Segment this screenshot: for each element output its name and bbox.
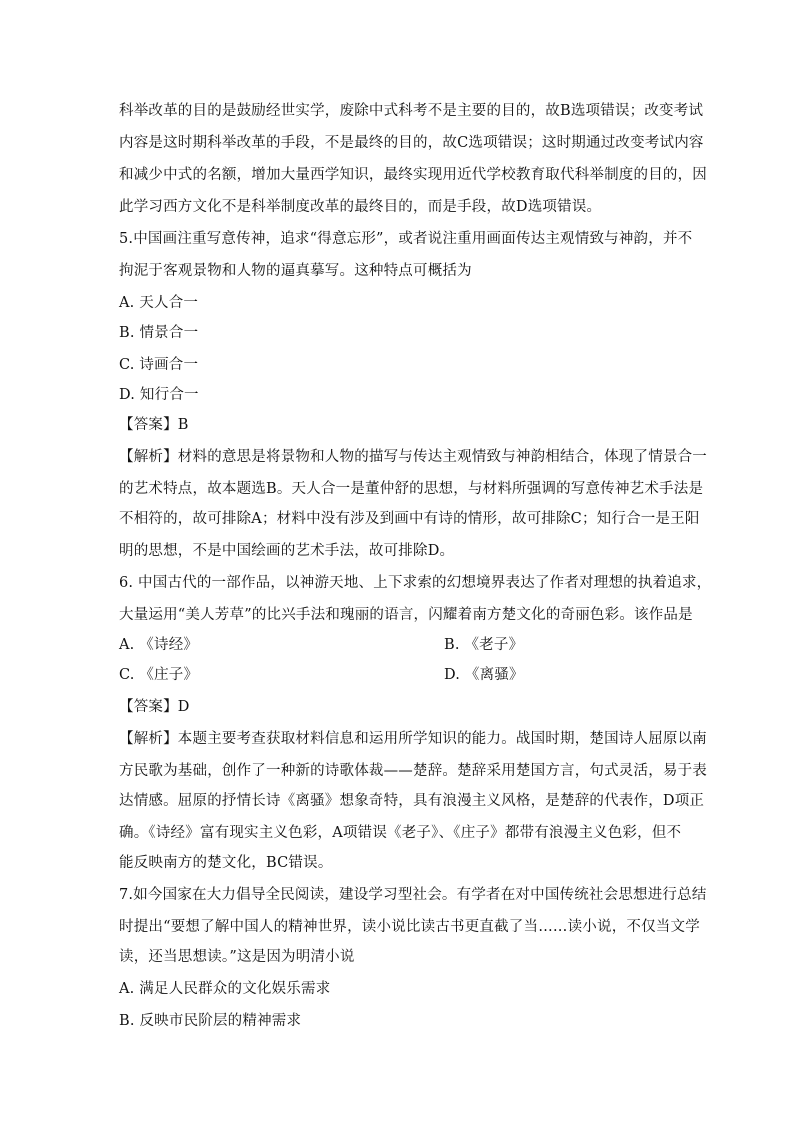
q5-stem-line: 5.中国画注重写意传神，追求“得意忘形”，或者说注重用画面传达主观情致与神韵，并不	[119, 231, 693, 247]
q6-answer: 【答案】D	[119, 699, 190, 715]
q5-analysis-line: 的艺术特点，故本题选B。天人合一是董仲舒的思想，与材料所强调的写意传神艺术手法是	[119, 481, 704, 497]
q5-analysis-line: 不相符的，故可排除A；材料中没有涉及到画中有诗的情形，故可排除C；知行合一是王阳	[119, 511, 700, 527]
q5-option-c: C. 诗画合一	[119, 357, 199, 373]
q5-analysis-line: 【解析】材料的意思是将景物和人物的描写与传达主观情致与神韵相结合，体现了情景合一	[119, 449, 707, 465]
q7-stem-line: 7.如今国家在大力倡导全民阅读，建设学习型社会。有学者在对中国传统社会思想进行总结	[119, 887, 707, 903]
q6-option-a: A. 《诗经》	[119, 637, 199, 653]
analysis-line: 此学习西方文化不是科举制度改革的最终目的，而是手段，故D选项错误。	[119, 199, 602, 215]
q5-option-d: D. 知行合一	[119, 387, 199, 403]
q7-stem-line: 读，还当思想读。”这是因为明清小说	[119, 949, 355, 965]
q7-option-b: B. 反映市民阶层的精神需求	[119, 1013, 302, 1029]
q6-analysis-line: 能反映南方的楚文化，BC错误。	[119, 855, 333, 871]
q6-option-d: D. 《离骚》	[444, 667, 524, 683]
q6-option-c: C. 《庄子》	[119, 667, 199, 683]
q7-option-a: A. 满足人民群众的文化娱乐需求	[119, 981, 331, 997]
analysis-line: 内容是这时期科举改革的手段，不是最终的目的，故C选项错误；这时期通过改变考试内容	[119, 135, 704, 151]
q6-option-b: B. 《老子》	[444, 637, 524, 653]
q6-stem-line: 6. 中国古代的一部作品，以神游天地、上下求索的幻想境界表达了作者对理想的执着追求，	[119, 575, 712, 591]
q5-option-b: B. 情景合一	[119, 325, 199, 341]
q5-stem-line: 拘泥于客观景物和人物的逼真摹写。这种特点可概括为	[119, 263, 472, 279]
analysis-line: 和减少中式的名额，增加大量西学知识，最终实现用近代学校教育取代科举制度的目的，因	[119, 167, 707, 183]
q6-analysis-line: 达情感。屈原的抒情长诗《离骚》想象奇特，具有浪漫主义风格，是楚辞的代表作，D项正	[119, 793, 705, 809]
q6-analysis-line: 【解析】本题主要考查获取材料信息和运用所学知识的能力。战国时期，楚国诗人屈原以南	[119, 731, 707, 747]
q5-answer: 【答案】B	[119, 417, 189, 433]
q5-option-a: A. 天人合一	[119, 295, 199, 311]
q6-analysis-line: 方民歌为基础，创作了一种新的诗歌体裁——楚辞。楚辞采用楚国方言，句式灵活，易于表	[119, 763, 707, 779]
q5-analysis-line: 明的思想，不是中国绘画的艺术手法，故可排除D。	[119, 543, 455, 559]
q6-analysis-line: 确。《诗经》富有现实主义色彩，A项错误《老子》、《庄子》都带有浪漫主义色彩，但不	[119, 825, 682, 841]
analysis-line: 科举改革的目的是鼓励经世实学，废除中式科考不是主要的目的，故B选项错误；改变考试	[119, 103, 704, 119]
q7-stem-line: 时提出“要想了解中国人的精神世界，读小说比读古书更直截了当……读小说，不仅当文学	[119, 919, 700, 935]
q6-stem-line: 大量运用“美人芳草”的比兴手法和瑰丽的语言，闪耀着南方楚文化的奇丽色彩。该作品是	[119, 607, 693, 623]
